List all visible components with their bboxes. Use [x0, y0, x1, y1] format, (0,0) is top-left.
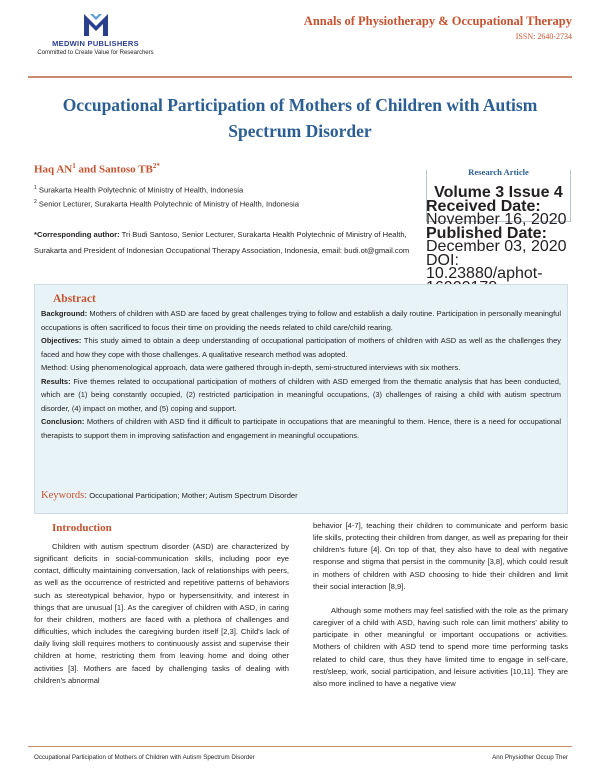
abstract-box: [34, 284, 568, 514]
received-label: Received Date:: [426, 197, 541, 215]
corresponding-author: [34, 227, 419, 258]
header-divider: [28, 76, 572, 78]
published-value: December 03, 2020: [426, 238, 567, 255]
affiliation-2-sup: 2: [34, 199, 37, 205]
abstract-conclusion: [41, 415, 561, 442]
affiliation-1-text: Surakarta Health Polytechnic of Ministry of Health, Indonesia: [38, 185, 244, 195]
publisher-name: MEDWIN PUBLISHERS: [52, 39, 139, 48]
author-2-sup: 2*: [152, 162, 160, 170]
published-label: Published Date:: [426, 224, 547, 242]
keywords-label: Keywords:: [41, 490, 88, 501]
article-type: Research Article: [427, 167, 570, 177]
results-text: Five themes related to occupational participation of mothers of children with ASD emerged from the thematic analysis that has been conducted, which are (1) being constantly occupied, (2) restricted participation in meaningful occupations, (3) challenges of raising a child with autism spectrum disorder, (4) impact on mother, and (5) coping and support.: [41, 376, 561, 413]
background-label: Background:: [41, 309, 88, 318]
results-label: Results:: [41, 376, 71, 386]
left-column: [34, 541, 289, 687]
footer-divider: [28, 746, 572, 747]
abstract-objectives: [41, 334, 561, 361]
abstract-heading: Abstract: [53, 293, 96, 305]
intro-paragraph-1-continued: behavior [4-7], teaching their children to communicate and perform basic life skills, protecting their children from danger, as well as preparing for their children's future [4]. On top of that, they also have to deal with negative response and stigma that persist in the community [3,8], which could result in mothers of children with ASD choosing to hide their children and limit their social interaction [8,9].: [313, 521, 568, 591]
author-1: Haq AN: [34, 163, 73, 176]
journal-header: [304, 14, 572, 41]
footer-running-title: Occupational Participation of Mothers of Children with Autism Spectrum Disorder: [34, 754, 255, 761]
background-text: Mothers of children with ASD are faced by great challenges trying to follow and establish a daily routine. Participation in personally meaningful occupations is often sacrificed to focus their time on providing the needs related to child care/child rearing.: [41, 309, 561, 332]
paper-title: Occupational Participation of Mothers of Children with Autism Spectrum Disorder: [62, 95, 538, 141]
objectives-label: Objectives:: [41, 336, 82, 345]
journal-issn: ISSN: 2640-2734: [515, 32, 572, 41]
author-1-sup: 1: [72, 162, 76, 170]
publisher-logo: [28, 10, 163, 56]
article-volume-text: Volume 3 Issue 4: [434, 184, 563, 201]
introduction-heading: Introduction: [52, 522, 112, 534]
abstract-results: [41, 375, 561, 416]
published-date: [426, 224, 571, 255]
received-value: November 16, 2020: [426, 211, 567, 228]
intro-paragraph-1: Children with autism spectrum disorder (ASD) are characterized by significant deficits in social-communication skills, including poor eye contact, difficulty maintaining conversation, lack of relationships with peers, as well as the occurrence of restricted and repetitive patterns of behaviors such as stereotypical behavior, hypo or hypersensitivity, and interest in things that are unusual [1]. As the caregiver of children with ASD, in caring for their children, mothers are faced with a plethora of challenges and difficulties, which includes the caregiving burden itself [2,3]. Child's lack of daily living skill requires mothers to continuously assist and supervise their children at home, restricting them from leaving home and doing other activities [3]. Mothers are faced by challenging tasks of dealing with children's abnormal: [34, 542, 289, 685]
author-list: [34, 162, 160, 176]
journal-name: Annals of Physiotherapy & Occupational Therapy: [303, 14, 572, 28]
received-date: [426, 197, 571, 228]
affiliation-1-sup: 1: [34, 185, 37, 191]
objectives-text: This study aimed to obtain a deep understanding of occupational participation of mothers of children with ASD as well as the challenges they faced and how they cope with those challenges. A qualitative research method was adopted.: [41, 336, 561, 359]
corresponding-text: Tri Budi Santoso, Senior Lecturer, Surakarta Health Polytechnic of Ministry of Health, Surakarta and President of Indonesian Occupational Therapy Association, Indonesia, email: budi.ot@gmail.com: [34, 230, 410, 255]
abstract-background: [41, 307, 561, 334]
abstract-body: [41, 307, 561, 442]
conclusion-label: Conclusion:: [41, 417, 85, 426]
corresponding-label: *Corresponding author:: [34, 230, 120, 239]
keywords-text: Occupational Participation; Mother; Autism Spectrum Disorder: [87, 491, 298, 500]
author-conjunction: and: [75, 163, 99, 176]
publisher-tagline: Committed to Create Value for Researchers: [37, 50, 154, 56]
footer-journal-abbrev: Ann Physiother Occup Ther: [492, 754, 568, 761]
conclusion-text: Mothers of children with ASD find it difficult to participate in occupations that are meaningful to them. Hence, there is a need for occupational therapists to support them in improving satisfaction and engagement in meaningful occupations.: [41, 417, 561, 440]
keywords: [41, 490, 298, 501]
medwin-logo-icon: [81, 10, 111, 38]
affiliation-1: [34, 185, 243, 195]
affiliation-2-text: Senior Lecturer, Surakarta Health Polytechnic of Ministry of Health, Indonesia: [38, 199, 299, 209]
article-info-details: [426, 186, 571, 294]
abstract-method: Method: Using phenomenological approach, data were gathered through in-depth, semi-structured interviews with six mothers.: [41, 363, 461, 372]
affiliation-2: [34, 199, 299, 209]
intro-paragraph-2: Although some mothers may feel satisfied with the role as the primary caregiver of a child with ASD, having such role can limit mothers' ability to participate in other meaningful or important occupations or activities. Mothers of children with ASD tend to spend more time performing tasks related to child care, thus they have limited time to engage in self-care, rest/sleep, work, social participation, and leisure activities [10,11]. They are also more inclined to have a negative view: [313, 605, 568, 688]
author-2: Santoso TB: [98, 163, 153, 176]
doi-link[interactable]: DOI: 10.23880/aphot-: [426, 251, 543, 282]
right-column: [313, 520, 568, 690]
